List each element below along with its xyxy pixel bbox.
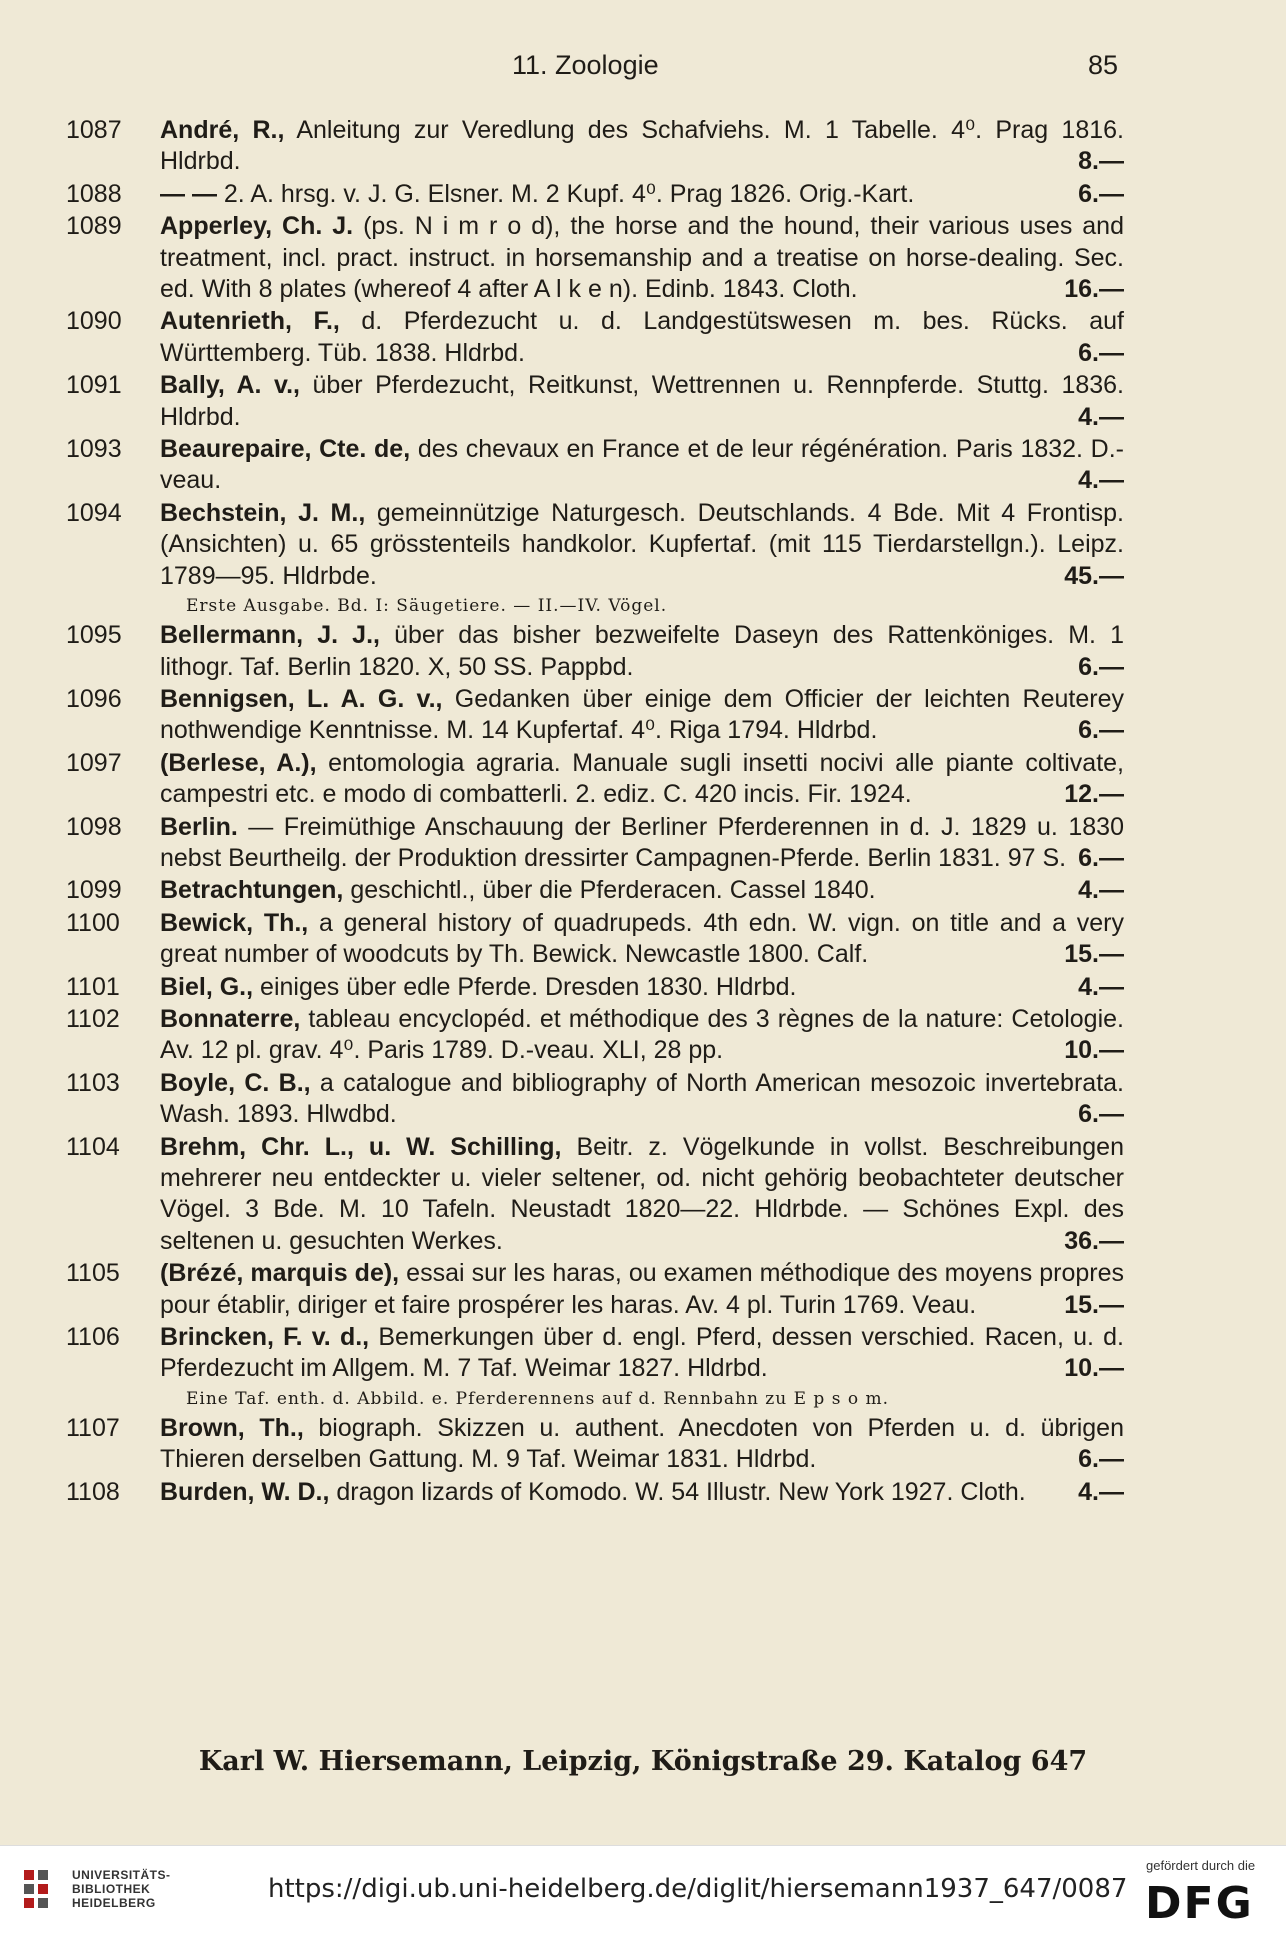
entry-number: 1097: [66, 748, 122, 777]
entry-note: Eine Taf. enth. d. Abbild. e. Pferderennens auf d. Rennbahn zu E p s o m.: [186, 1388, 889, 1409]
entry-number: 1087: [66, 116, 122, 144]
entry-text: biograph. Skizzen u. authent. Anecdoten von Pferden u. d. übrigen Thieren derselben Gattung. M. 9 Taf. Weimar 1831. Hldrbd.: [160, 1413, 1124, 1474]
entry-price: 4.—: [1078, 466, 1124, 495]
entry-number: 1095: [66, 621, 122, 650]
entry-author: Bonnaterre,: [160, 1004, 301, 1033]
catalog-entry: [0, 1258, 1286, 1321]
entry-price: 6.—: [1078, 652, 1124, 681]
entry-note: Erste Ausgabe. Bd. I: Säugetiere. — II.—IV. Vögel.: [186, 596, 668, 617]
entry-author: Bennigsen, L. A. G. v.,: [160, 684, 443, 713]
catalog-entry: [0, 684, 1286, 747]
entry-price: 6.—: [1078, 716, 1124, 745]
entry-text: a catalogue and bibliography of North American mesozoic invertebrata. Wash. 1893. Hlwdbd.: [160, 1068, 1124, 1129]
entry-price: 12.—: [1064, 780, 1124, 809]
entry-price: 4.—: [1078, 876, 1124, 905]
entry-price: 10.—: [1064, 1036, 1124, 1065]
publisher-footer: Karl W. Hiersemann, Leipzig, Königstraße 29. Katalog 647: [198, 1746, 1088, 1777]
entry-body: [160, 306, 1124, 369]
entry-text: dragon lizards of Komodo. W. 54 Illustr. New York 1927. Cloth.: [336, 1477, 1026, 1506]
page-number: 85: [1088, 50, 1119, 80]
catalog-entry: [0, 748, 1286, 811]
university-library-logo: [22, 1866, 66, 1922]
entry-text: essai sur les haras, ou examen méthodique des moyens propres pour établir, diriger et faire prospérer les haras. Av. 4 pl. Turin 1769. Veau.: [160, 1259, 1124, 1319]
entry-author: André, R.,: [160, 116, 285, 144]
entry-number: 1099: [66, 876, 122, 905]
catalog-entry: [0, 1322, 1286, 1385]
entry-price: 4.—: [1078, 402, 1124, 431]
catalog-entry: [0, 812, 1286, 875]
catalog-entry: [0, 211, 1286, 305]
catalog-entry: [0, 908, 1286, 971]
entry-text: Anleitung zur Veredlung des Schafviehs. M. 1 Tabelle. 4⁰. Prag 1816. Hldrbd.: [160, 116, 1124, 176]
catalog-entry: [0, 620, 1286, 683]
permalink[interactable]: https://digi.ub.uni-heidelberg.de/diglit/hiersemann1937_647/0087: [268, 1874, 1128, 1904]
library-name-line: UNIVERSITÄTS-: [72, 1868, 171, 1882]
catalog-entry: [0, 306, 1286, 369]
catalog-entry: [0, 179, 1286, 210]
section-title: 11. Zoologie: [512, 50, 659, 80]
entry-body: [160, 1132, 1124, 1258]
entry-price: 10.—: [1064, 1354, 1124, 1383]
entry-price: 6.—: [1078, 1445, 1124, 1474]
entry-text: d. Pferdezucht u. d. Landgestütswesen m. bes. Rücks. auf Württemberg. Tüb. 1838. Hldrbd.: [160, 307, 1124, 367]
running-head: [0, 50, 1286, 86]
entry-text: tableau encyclopéd. et méthodique des 3 règnes de la nature: Cetologie. Av. 12 pl. grav. 4⁰. Paris 1789. D.-veau. XLI, 28 pp.: [160, 1004, 1124, 1065]
entry-body: [160, 370, 1124, 433]
entry-number: 1104: [66, 1132, 120, 1161]
entry-author: Burden, W. D.,: [160, 1477, 330, 1506]
entry-price: 36.—: [1064, 1226, 1124, 1255]
catalog-entry: [0, 972, 1286, 1003]
entry-price: 6.—: [1078, 1100, 1124, 1129]
entry-list: [0, 115, 1286, 1509]
entry-price: 16.—: [1064, 275, 1124, 304]
entry-author: Bally, A. v.,: [160, 371, 300, 400]
entry-body: [160, 620, 1124, 683]
entry-author: (Berlese, A.),: [160, 748, 317, 777]
entry-number: 1096: [66, 684, 122, 713]
catalog-entry: [0, 370, 1286, 433]
entry-body: [160, 1477, 1124, 1508]
entry-number: 1089: [66, 212, 122, 241]
library-name: [72, 1868, 171, 1910]
entry-body: [160, 1068, 1124, 1131]
entry-text: Gedanken über einige dem Officier der leichten Reuterey nothwendige Kenntnisse. M. 14 Kupfertaf. 4⁰. Riga 1794. Hldrbd.: [160, 684, 1124, 745]
entry-body: [160, 115, 1124, 178]
entry-body: [160, 684, 1124, 747]
entry-body: [160, 748, 1124, 811]
viewer-footer-bar: [0, 1845, 1286, 1940]
entry-price: 6.—: [1078, 179, 1124, 208]
entry-body: [160, 434, 1124, 497]
entry-text: geschichtl., über die Pferderacen. Cassel 1840.: [350, 876, 876, 905]
entry-author: Berlin.: [160, 812, 238, 841]
entry-number: 1107: [66, 1413, 120, 1442]
catalog-entry: [0, 1413, 1286, 1476]
entry-author: Brehm, Chr. L., u. W. Schilling,: [160, 1132, 562, 1161]
entry-author: Beaurepaire, Cte. de,: [160, 435, 411, 464]
entry-text: Beitr. z. Vögelkunde in vollst. Beschreibungen mehrerer neu entdeckter u. vieler seltener, od. nicht gehörig beobachteter deutscher Vögel. 3 Bde. M. 10 Tafeln. Neustadt 1820—22. Hldrbde. — Schönes Expl. des seltenen u. gesuchten Werkes.: [160, 1132, 1124, 1255]
entry-text: über Pferdezucht, Reitkunst, Wettrennen u. Rennpferde. Stuttg. 1836. Hldrbd.: [160, 371, 1125, 431]
entry-number: 1105: [66, 1259, 120, 1288]
entry-body: [160, 908, 1124, 971]
entry-author: (Brézé, marquis de),: [160, 1259, 400, 1288]
entry-body: [160, 875, 1124, 906]
entry-text: des chevaux en France et de leur régénération. Paris 1832. D.-veau.: [160, 435, 1124, 495]
entry-number: 1091: [66, 371, 122, 400]
entry-text: (ps. N i m r o d), the horse and the hound, their various uses and treatment, incl. pract. instruct. in horsemanship and a treatise on horse-dealing. Sec. ed. With 8 plates (whereof 4 after A l k e n). Edinb. 1843. Cloth.: [160, 212, 1124, 304]
entry-text: einiges über edle Pferde. Dresden 1830. Hldrbd.: [260, 972, 797, 1001]
entry-number: 1108: [66, 1477, 120, 1506]
entry-author: Autenrieth, F.,: [160, 307, 340, 336]
library-name-line: HEIDELBERG: [72, 1896, 156, 1910]
entry-number: 1100: [66, 908, 120, 937]
entry-body: [160, 211, 1124, 305]
entry-price: 45.—: [1064, 561, 1124, 590]
entry-body: [160, 812, 1124, 875]
catalog-entry: [0, 434, 1286, 497]
entry-number: 1106: [66, 1323, 120, 1352]
entry-body: [160, 972, 1124, 1003]
entry-number: 1098: [66, 812, 122, 841]
entry-author: Brown, Th.,: [160, 1413, 304, 1442]
entry-author: Bewick, Th.,: [160, 908, 309, 937]
catalog-entry: [0, 498, 1286, 592]
entry-author: Biel, G.,: [160, 972, 254, 1001]
entry-author: Bellermann, J. J.,: [160, 621, 380, 650]
catalog-entry: [0, 875, 1286, 906]
entry-number: 1090: [66, 307, 122, 336]
entry-number: 1093: [66, 435, 122, 464]
entry-body: [160, 1413, 1124, 1476]
entry-body: [160, 1004, 1124, 1067]
entry-author: Boyle, C. B.,: [160, 1068, 311, 1097]
entry-text: a general history of quadrupeds. 4th edn. W. vign. on title and a very great number of woodcuts by Th. Bewick. Newcastle 1800. Calf.: [160, 908, 1124, 969]
catalog-entry: [0, 1477, 1286, 1508]
catalog-entry: [0, 1004, 1286, 1067]
entry-text: — Freimüthige Anschauung der Berliner Pferderennen in d. J. 1829 u. 1830 nebst Beurtheilg. der Produktion dressirter Campagnen-Pferde. Berlin 1831. 97 S.: [160, 812, 1124, 872]
entry-author: Bechstein, J. M.,: [160, 498, 366, 527]
entry-price: 15.—: [1064, 940, 1124, 969]
entry-author: Betrachtungen,: [160, 876, 344, 905]
entry-number: 1094: [66, 498, 122, 527]
funder-note: gefördert durch die: [1146, 1858, 1256, 1873]
entry-body: [160, 1258, 1124, 1321]
entry-author: — —: [160, 179, 217, 208]
entry-text: 2. A. hrsg. v. J. G. Elsner. M. 2 Kupf. 4⁰. Prag 1826. Orig.-Kart.: [223, 179, 915, 208]
entry-number: 1103: [66, 1068, 120, 1097]
entry-text: entomologia agraria. Manuale sugli insetti nocivi alle piante coltivate, campestri etc. e modo di combatterli. 2. ediz. C. 420 incis. Fir. 1924.: [160, 748, 1125, 809]
entry-number: 1101: [66, 972, 120, 1001]
entry-number: 1102: [66, 1004, 120, 1033]
entry-author: Apperley, Ch. J.: [160, 212, 354, 241]
entry-price: 4.—: [1078, 1477, 1124, 1506]
entry-price: 8.—: [1078, 147, 1124, 176]
entry-price: 6.—: [1078, 843, 1124, 872]
dfg-logo: DFG: [1145, 1878, 1254, 1929]
entry-price: 6.—: [1078, 338, 1124, 367]
entry-price: 4.—: [1078, 972, 1124, 1001]
entry-price: 15.—: [1064, 1290, 1124, 1319]
catalog-entry: [0, 1068, 1286, 1131]
entry-body: [160, 1322, 1124, 1385]
entry-text: über das bisher bezweifelte Daseyn des Rattenköniges. M. 1 lithogr. Taf. Berlin 1820. X, 50 SS. Pappbd.: [160, 621, 1124, 681]
catalog-entry: [0, 115, 1286, 178]
entry-body: [160, 179, 1124, 210]
library-name-line: BIBLIOTHEK: [72, 1882, 151, 1896]
entry-body: [160, 498, 1124, 592]
entry-text: Bemerkungen über d. engl. Pferd, dessen verschied. Racen, u. d. Pferdezucht im Allgem. M. 7 Taf. Weimar 1827. Hldrbd.: [160, 1323, 1124, 1383]
entry-number: 1088: [66, 179, 122, 208]
entry-text: gemeinnützige Naturgesch. Deutschlands. 4 Bde. Mit 4 Frontisp. (Ansichten) u. 65 grösstenteils handkolor. Kupfertaf. (mit 115 Tierdarstellgn.). Leipz. 1789—95. Hldrbde.: [160, 498, 1124, 590]
catalog-entry: [0, 1132, 1286, 1258]
entry-author: Brincken, F. v. d.,: [160, 1323, 370, 1352]
